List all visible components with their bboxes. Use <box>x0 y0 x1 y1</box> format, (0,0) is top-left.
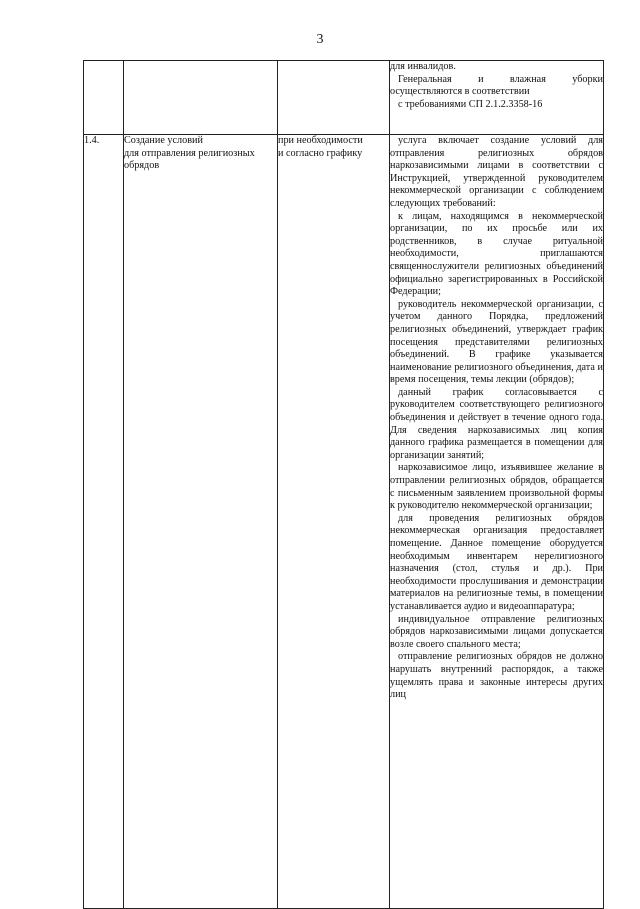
cell-description-continued <box>390 61 604 135</box>
cell-period-empty <box>278 61 390 135</box>
description-paragraph: руководитель некоммерческой организации, с учетом данного Порядка, предложений религиозных объединений, утверждает график посещения представителями религиозных объединений. В графике указывается наименование религиозного объединения, дата и время посещения, темы лекции (обрядов); <box>390 298 603 386</box>
description-paragraph: наркозависимое лицо, изъявившее желание в отправлении религиозных обрядов, обращается с письменным заявлением произвольной формы к руководителю некоммерческой организации; <box>390 462 603 512</box>
text-line: с требованиями СП 2.1.2.3358-16 <box>398 98 543 110</box>
item-number: 1.4. <box>84 135 124 909</box>
item-name <box>124 135 278 909</box>
text-line: для инвалидов. <box>390 61 456 72</box>
services-table <box>83 60 604 909</box>
item-period <box>278 135 390 909</box>
description-paragraph: для проведения религиозных обрядов некоммерческая организация предоставляет помещение. Данное помещение оборудуется необходимым инвентарем нерелигиозного назначения (стол, стулья и др.). При необходимости прослушивания и демонстрации материалов на религиозные темы, в помещении устанавливается аудио и видеоаппаратура; <box>390 512 603 612</box>
description-paragraph: данный график согласовывается с руководителем соответствующего религиозного объединения и действует в течение одного года. Для сведения наркозависимых лиц копия данного графика размещается в помещении для организации занятий; <box>390 386 603 461</box>
description-paragraph: к лицам, находящимся в некоммерческой организации, по их просьбе или их родственников, в случае ритуальной необходимости, приглашаются священнослужители религиозных объединений официально зарегистрированных в Российской Федерации; <box>390 210 603 298</box>
item-name-line: Создание условий <box>124 135 203 146</box>
description-paragraph: услуга включает создание условий для отправления религиозных обрядов наркозависимыми лицами в соответствии с Инструкцией, утвержденной руководителем некоммерческой организации с соблюдением следующих требований: <box>390 135 603 209</box>
page-number: 3 <box>316 32 324 47</box>
item-period-line: при необходимости <box>278 135 363 146</box>
table-row-continued <box>84 61 604 135</box>
description-paragraph: индивидуальное отправление религиозных обрядов наркозависимыми лицами допускается возле своего спального места; <box>390 613 603 650</box>
item-name-line: для отправления религиозных обрядов <box>124 147 255 172</box>
description-paragraph: отправление религиозных обрядов не должно нарушать внутренний распорядок, а также ущемлять права и законные интересы других лиц <box>390 651 603 701</box>
cell-name-empty <box>124 61 278 135</box>
item-description <box>390 135 604 909</box>
text-line: Генеральная и влажная уборки осуществляются в соответствии <box>390 73 603 98</box>
cell-number-empty <box>84 61 124 135</box>
item-period-line: и согласно графику <box>278 147 363 159</box>
table-row <box>84 135 604 909</box>
